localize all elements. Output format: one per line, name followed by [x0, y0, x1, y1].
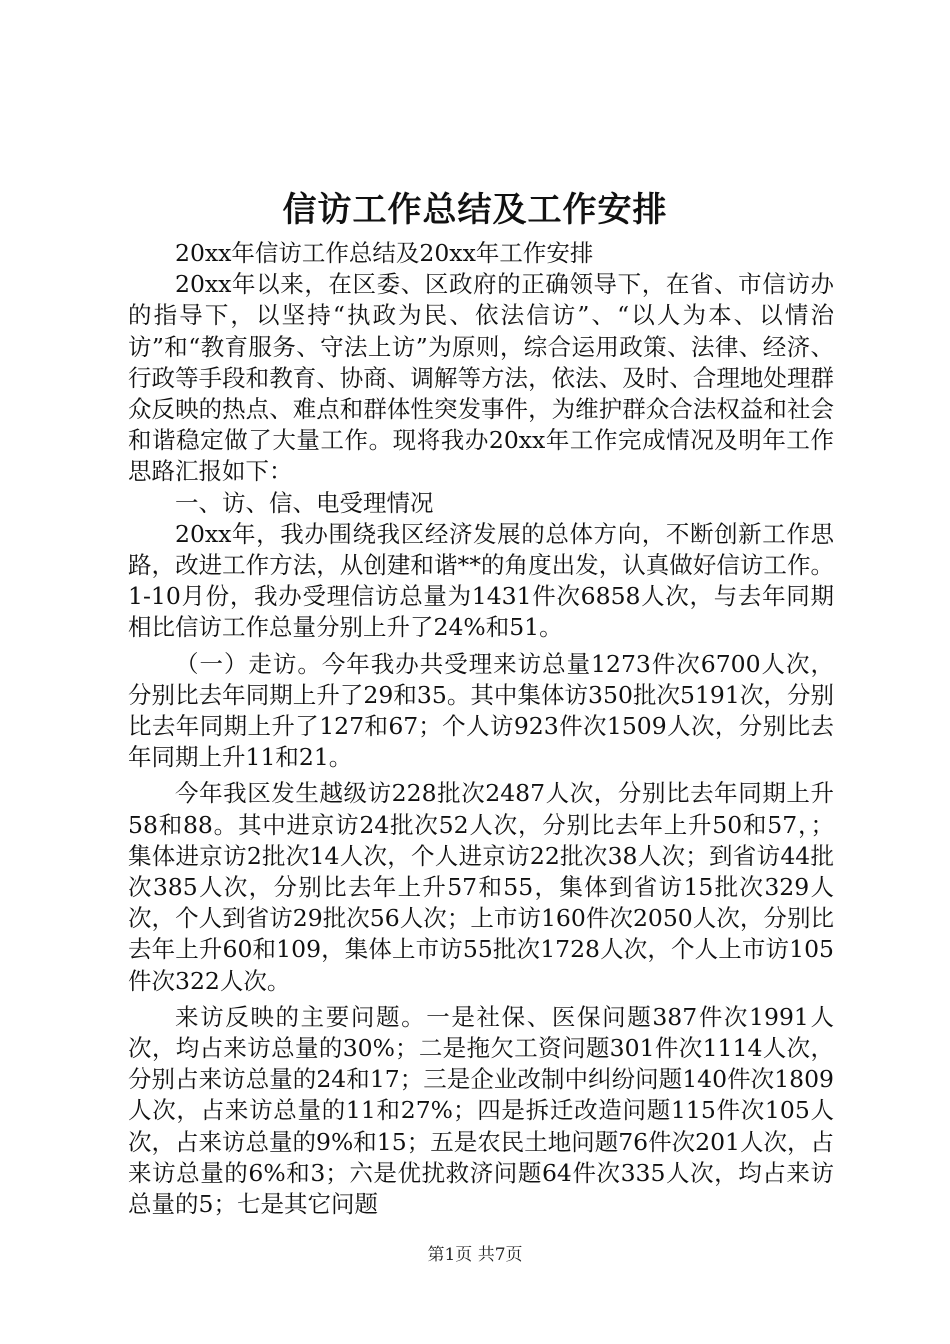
- paragraph-overview: 20xx年，我办围绕我区经济发展的总体方向，不断创新工作思路，改进工作方法，从创建和谐**的角度出发，认真做好信访工作。1-10月份，我办受理信访总量为1431件次6858人次，与去年同期相比信访工作总量分别上升了24%和51。: [128, 519, 834, 642]
- section-heading: 一、访、信、电受理情况: [175, 488, 434, 517]
- paragraph-intro: 20xx年以来，在区委、区政府的正确领导下，在省、市信访办的指导下，以坚持“执政为民、依法信访”、“以人为本、以情治访”和“教育服务、守法上访”为原则，综合运用政策、法律、经济、行政等手段和教育、协商、调解等方法，依法、及时、合理地处理群众反映的热点、难点和群体性突发事件，为维护群众合法权益和社会和谐稳定做了大量工作。现将我办20xx年工作完成情况及明年工作思路汇报如下：: [128, 270, 834, 486]
- paragraph-main-issues: 来访反映的主要问题。一是社保、医保问题387件次1991人次，均占来访总量的30%；二是拖欠工资问题301件次1114人次，分别占来访总量的24和17；三是企业改制中纠纷问题140件次1809人次，占来访总量的11和27%；四是拆迁改造问题115件次105人次，占来访总量的9%和15；五是农民土地问题76件次201人次，占来访总量的6%和3；六是优扰救济问题64件次335人次，均占来访总量的5；七是其它问题: [128, 1002, 834, 1219]
- paragraph-escalated-visits: 今年我区发生越级访228批次2487人次，分别比去年同期上升58和88。其中进京访24批次52人次，分别比去年上升50和57，；集体进京访2批次14人次，个人进京访22批次38人次；到省访44批次385人次，分别比去年上升57和55，集体到省访15批次329人次，个人到省访29批次56人次；上市访160件次2050人次，分别比去年上升60和109，集体上市访55批次1728人次，个人上市访105件次322人次。: [128, 779, 834, 995]
- paragraph-visits: （一）走访。今年我办共受理来访总量1273件次6700人次，分别比去年同期上升了29和35。其中集体访350批次5191次，分别比去年同期上升了127和67；个人访923件次1509人次，分别比去年同期上升11和21。: [128, 649, 834, 772]
- document-body: [128, 238, 834, 1220]
- paragraph-subtitle: 20xx年信访工作总结及20xx年工作安排: [175, 239, 594, 267]
- page-number: 第1页 共7页: [427, 1245, 523, 1265]
- document-title: 信访工作总结及工作安排: [282, 190, 668, 230]
